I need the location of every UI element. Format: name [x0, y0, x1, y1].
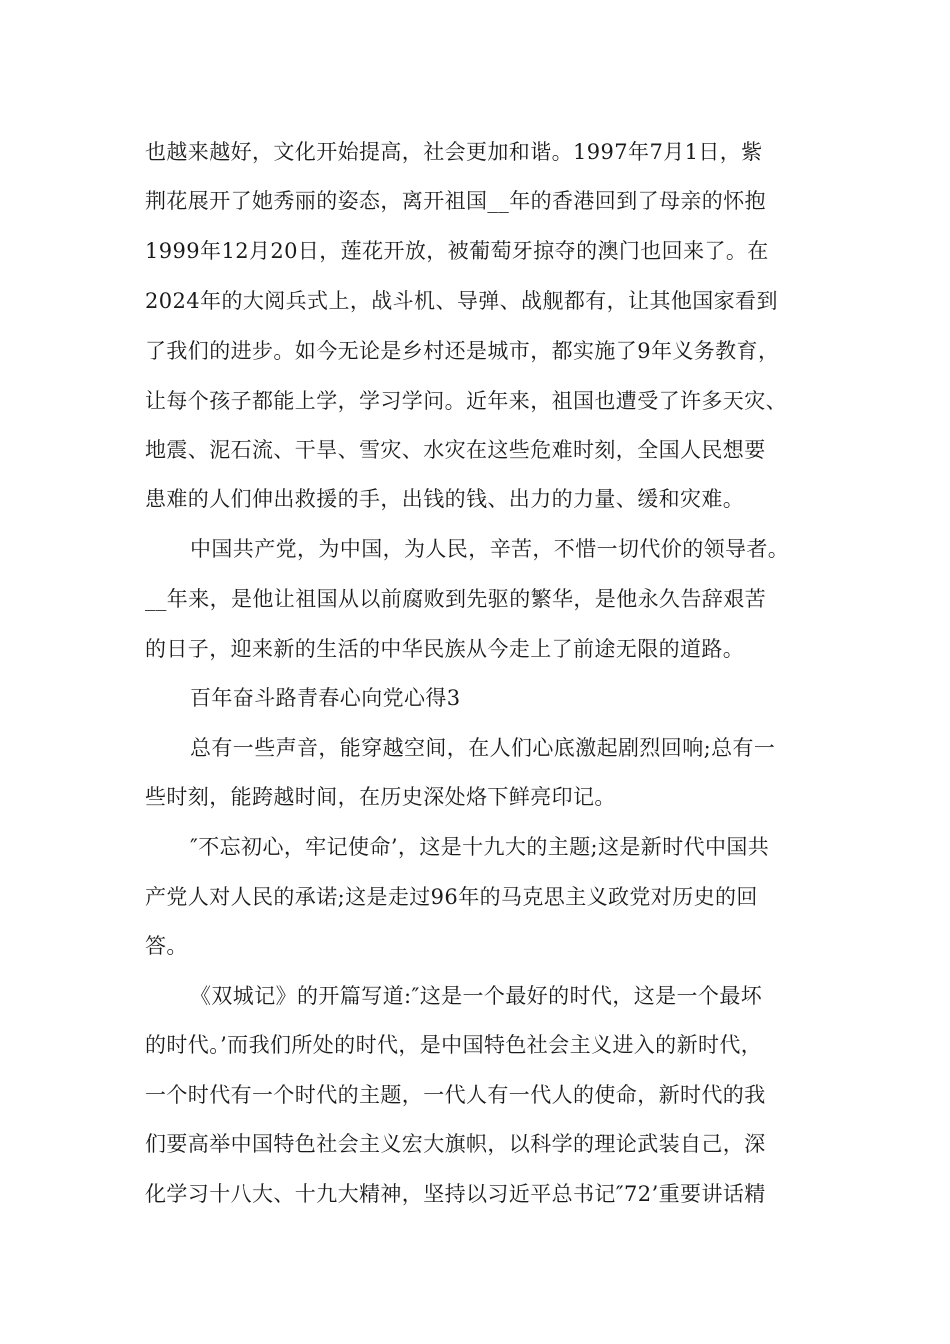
- text-line: 一个时代有一个时代的主题，一代人有一代人的使命，新时代的我: [145, 1083, 766, 1107]
- text-line: 的日子，迎来新的生活的中华民族从今走上了前途无限的道路。: [145, 637, 745, 661]
- paragraph-start-line: 中国共产党，为中国，为人民，辛苦，不惜一切代价的领导者。: [190, 537, 790, 561]
- text-line: 荆花展开了她秀丽的姿态，离开祖国__年的香港回到了母亲的怀抱: [145, 189, 766, 213]
- text-line: 产党人对人民的承诺;这是走过96年的马克思主义政党对历史的回: [145, 885, 758, 909]
- text-line: 也越来越好，文化开始提高，社会更加和谐。1997年7月1日，紫: [145, 140, 763, 164]
- paragraph-start-line: 《双城记》的开篇写道:″这是一个最好的时代，这是一个最坏: [190, 984, 763, 1008]
- text-line: 的时代。’而我们所处的时代，是中国特色社会主义进入的新时代，: [145, 1033, 763, 1057]
- text-line: 些时刻，能跨越时间，在历史深处烙下鲜亮印记。: [145, 785, 616, 809]
- text-line: 1999年12月20日，莲花开放，被葡萄牙掠夺的澳门也回来了。在: [145, 239, 769, 263]
- text-line: 答。: [145, 934, 188, 958]
- text-line: 患难的人们伸出救援的手，出钱的钱、出力的力量、缓和灾难。: [145, 487, 745, 511]
- text-line: 让每个孩子都能上学，学习学问。近年来，祖国也遭受了许多天灾、: [145, 389, 787, 413]
- text-line: 地震、泥石流、干旱、雪灾、水灾在这些危难时刻，全国人民想要: [145, 438, 766, 462]
- paragraph-start-line: 总有一些声音，能穿越空间，在人们心底激起剧烈回响;总有一: [190, 736, 776, 760]
- text-line: 们要高举中国特色社会主义宏大旗帜，以科学的理论武装自己，深: [145, 1132, 766, 1156]
- section-heading: 百年奋斗路青春心向党心得3: [190, 686, 461, 710]
- text-line: 了我们的进步。如今无论是乡村还是城市，都实施了9年义务教育，: [145, 339, 780, 363]
- text-line: __年来，是他让祖国从以前腐败到先驱的繁华，是他永久告辞艰苦: [145, 587, 766, 611]
- text-line: 化学习十八大、十九大精神，坚持以习近平总书记″72’重要讲话精: [145, 1182, 766, 1206]
- paragraph-start-line: ″不忘初心，牢记使命’，这是十九大的主题;这是新时代中国共: [190, 835, 770, 859]
- text-line: 2024年的大阅兵式上，战斗机、导弹、战舰都有，让其他国家看到: [145, 289, 778, 313]
